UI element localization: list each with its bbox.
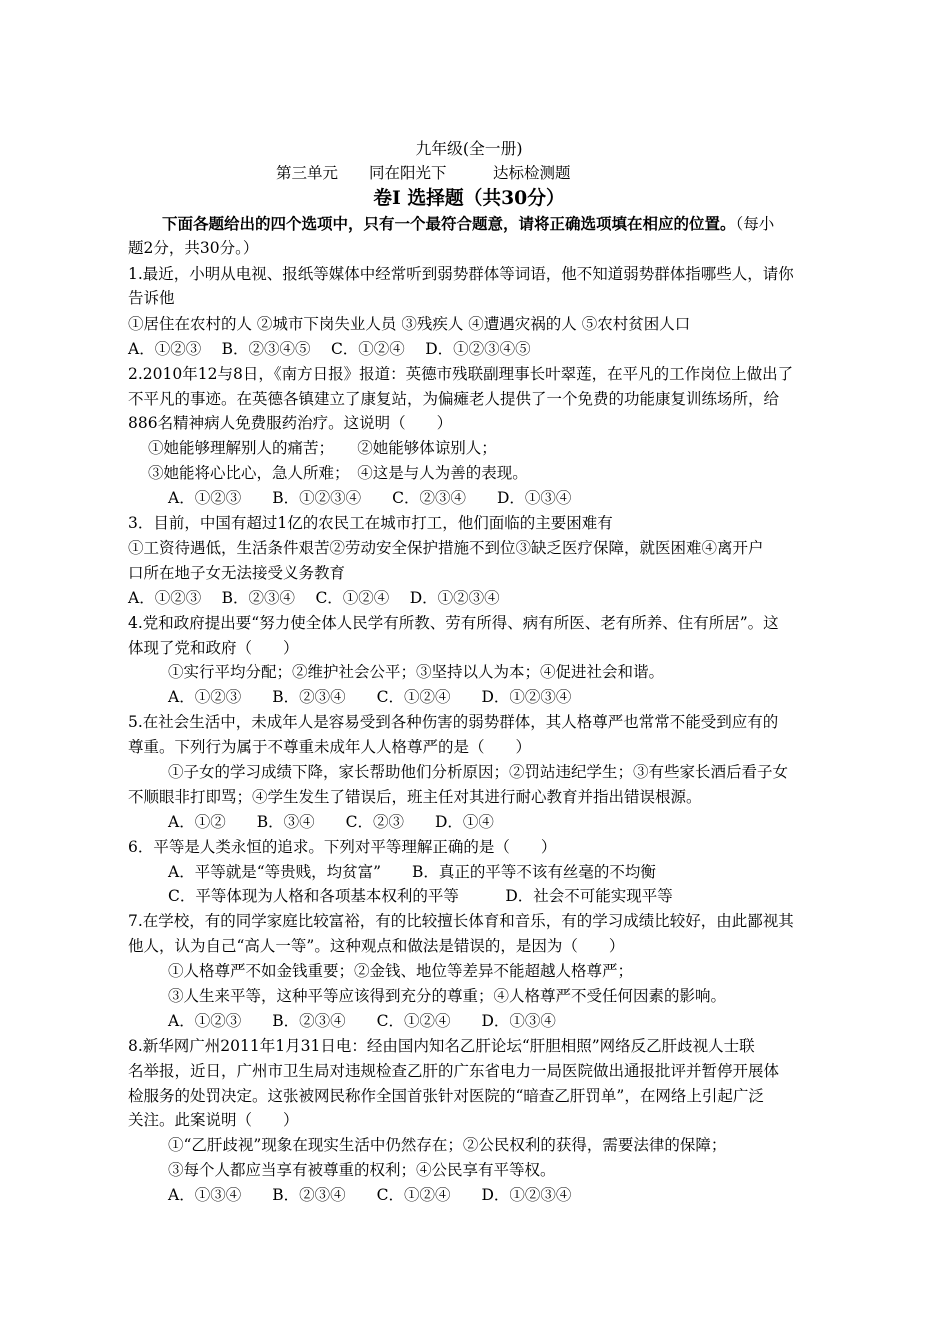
question-line: ①人格尊严不如金钱重要；②金钱、地位等差异不能超越人格尊严； <box>168 962 634 980</box>
question-line: 7.在学校，有的同学家庭比较富裕，有的比较擅长体育和音乐，有的学习成绩比较好，由此鄙视其 <box>128 912 794 930</box>
question-line: 不顺眼非打即骂；④学生发生了错误后，班主任对其进行耐心教育并指出错误根源。 <box>128 788 702 806</box>
question-line: A．①③④ B．②③④ C．①②④ D．①②③④ <box>168 1186 572 1204</box>
instruction-line-1 <box>162 213 774 235</box>
question-line: A．①②③ B．②③④⑤ C．①②④ D．①②③④⑤ <box>128 340 531 358</box>
question-line: ①“乙肝歧视”现象在现实生活中仍然存在；②公民权利的获得，需要法律的保障； <box>168 1136 727 1154</box>
question-line: ①居住在农村的人 ②城市下岗失业人员 ③残疾人 ④遭遇灾祸的人 ⑤农村贫困人口 <box>128 315 691 333</box>
question-line: C．平等体现为人格和各项基本权利的平等 D．社会不可能实现平等 <box>168 887 673 905</box>
question-line: ③人生来平等，这种平等应该得到充分的尊重；④人格尊严不受任何因素的影响。 <box>168 987 727 1005</box>
question-line: 8.新华网广州2011年1月31日电：经由国内知名乙肝论坛“肝胆相照”网络反乙肝歧视人士联 <box>128 1037 755 1055</box>
question-line: A．①②③ B．②③④ C．①②④ D．①③④ <box>168 1012 556 1030</box>
question-line: A．①②③ B．②③④ C．①②④ D．①②③④ <box>128 589 500 607</box>
question-line: A．①② B．③④ C．②③ D．①④ <box>168 813 494 831</box>
question-line: ①工资待遇低，生活条件艰苦②劳动安全保护措施不到位③缺乏医疗保障，就医困难④离开户 <box>128 539 764 557</box>
unit-title: 第三单元 同在阳光下 达标检测题 <box>276 164 571 182</box>
question-line: 1.最近，小明从电视、报纸等媒体中经常听到弱势群体等词语，他不知道弱势群体指哪些人，请你 <box>128 265 794 283</box>
question-line: A．①②③ B．①②③④ C．②③④ D．①③④ <box>168 489 572 507</box>
question-line: 检服务的处罚决定。这张被网民称作全国首张针对医院的“暗查乙肝罚单”，在网络上引起广泛 <box>128 1087 764 1105</box>
question-line: 尊重。下列行为属于不尊重未成年人人格尊严的是（ ） <box>128 738 532 756</box>
question-line: ①她能够理解别人的痛苦； ②她能够体谅别人； <box>148 439 497 457</box>
question-line: 3．目前，中国有超过1亿的农民工在城市打工，他们面临的主要困难有 <box>128 514 613 532</box>
question-line: 告诉他 <box>128 289 175 307</box>
question-line: 口所在地子女无法接受义务教育 <box>128 564 346 582</box>
instruction-tail: （每小 <box>735 215 775 233</box>
question-line: 体现了党和政府（ ） <box>128 639 299 657</box>
question-line: ③每个人都应当享有被尊重的权利；④公民享有平等权。 <box>168 1161 556 1179</box>
question-line: 他人，认为自己“高人一等”。这种观点和做法是错误的，是因为（ ） <box>128 937 625 955</box>
question-line: 886名精神病人免费服药治疗。这说明（ ） <box>128 414 453 432</box>
question-line: 4.党和政府提出要“努力使全体人民学有所教、劳有所得、病有所医、老有所养、住有所居”。这 <box>128 614 779 632</box>
question-line: ③她能将心比心，急人所难； ④这是与人为善的表现。 <box>148 464 528 482</box>
question-line: ①子女的学习成绩下降，家长帮助他们分析原因；②罚站违纪学生；③有些家长酒后看子女 <box>168 763 789 781</box>
question-line: 名举报，近日，广州市卫生局对违规检查乙肝的广东省电力一局医院做出通报批评并暂停开展体 <box>128 1062 780 1080</box>
question-line: A．平等就是“等贵贱，均贫富” B．真正的平等不该有丝毫的不均衡 <box>168 863 656 881</box>
question-line: 关注。此案说明（ ） <box>128 1111 299 1129</box>
question-line: ①实行平均分配；②维护社会公平；③坚持以人为本；④促进社会和谐。 <box>168 663 665 681</box>
question-line: 5.在社会生活中，未成年人是容易受到各种伤害的弱势群体，其人格尊严也常常不能受到应有的 <box>128 713 779 731</box>
grade-title: 九年级(全一册) <box>415 139 523 158</box>
question-line: A．①②③ B．②③④ C．①②④ D．①②③④ <box>168 688 572 706</box>
instruction-line-2: 题2分，共30分。） <box>128 239 259 257</box>
question-line: 2.2010年12与8日，《南方日报》报道：英德市残联副理事长叶翠莲，在平凡的工作岗位上做出了 <box>128 365 794 383</box>
instruction-bold: 下面各题给出的四个选项中，只有一个最符合题意，请将正确选项填在相应的位置。 <box>162 214 736 233</box>
section-title: 卷Ⅰ 选择题（共30分） <box>373 187 565 209</box>
question-line: 6．平等是人类永恒的追求。下列对平等理解正确的是（ ） <box>128 838 557 856</box>
question-line: 不平凡的事迹。在英德各镇建立了康复站，为偏瘫老人提供了一个免费的功能康复训练场所，给 <box>128 390 780 408</box>
